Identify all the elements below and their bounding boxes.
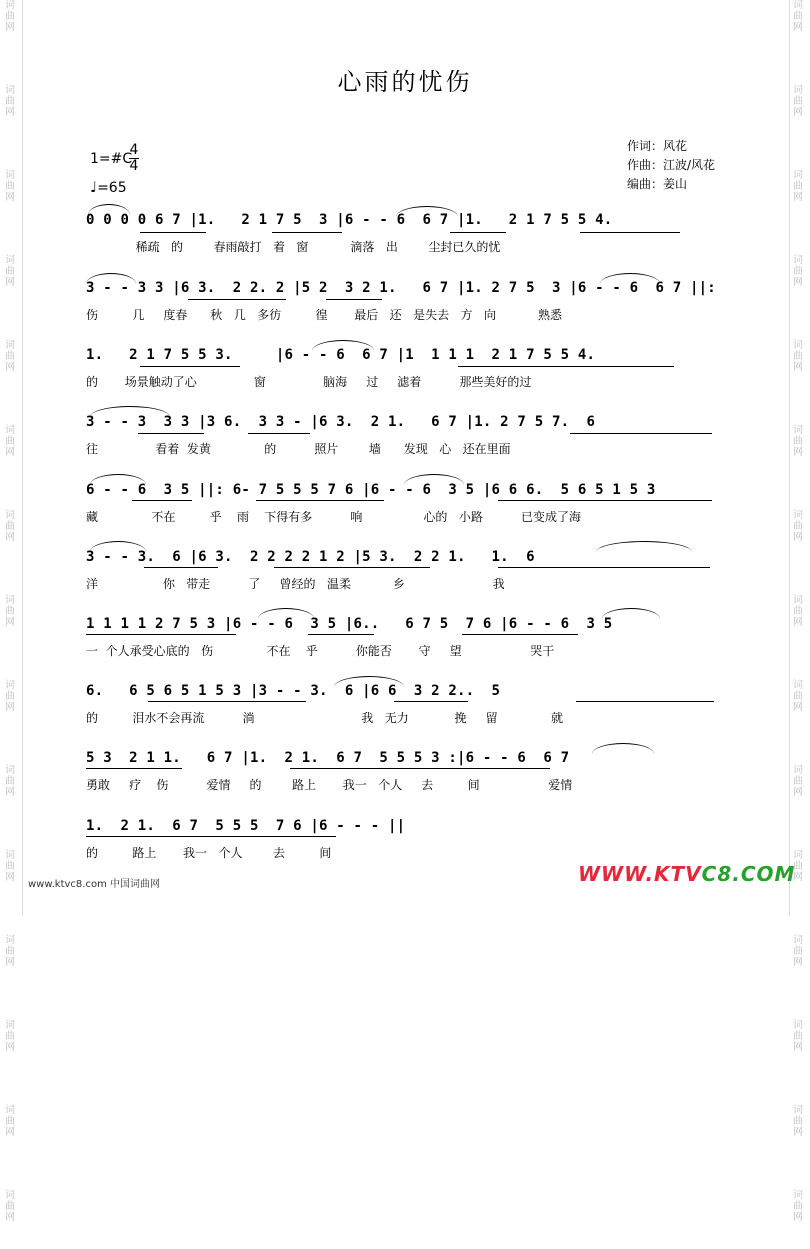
song-title: 心雨的忧伤 bbox=[337, 68, 473, 96]
watermark-glyph: 词 bbox=[793, 0, 803, 11]
lyric-line: 往 看着 发黄 的 照片 墙 发现 心 还在里面 bbox=[86, 442, 511, 456]
watermark-glyph: 曲 bbox=[5, 521, 15, 532]
beam-line bbox=[148, 701, 306, 702]
watermark-glyph: 网 bbox=[793, 447, 803, 458]
notation-line: 5 3 2 1 1. 6 7 |1. 2 1. 6 7 5 5 5 3 :|6 - - 6 6 7 bbox=[86, 750, 570, 766]
beam-line bbox=[274, 567, 430, 568]
beam-line bbox=[248, 433, 310, 434]
watermark-glyph: 词 bbox=[5, 935, 15, 946]
watermark-glyph: 曲 bbox=[793, 266, 803, 277]
watermark-glyph: 曲 bbox=[5, 96, 15, 107]
watermark-glyph: 词 bbox=[5, 170, 15, 181]
watermark-glyph: 曲 bbox=[793, 1031, 803, 1042]
watermark-glyph: 词 bbox=[5, 595, 15, 606]
notation-line: 3 - - 3. 6 |6 3. 2 2 2 2 1 2 |5 3. 2 2 1. 1. 6 bbox=[86, 549, 535, 565]
watermark-glyph: 网 bbox=[5, 702, 15, 713]
time-signature bbox=[128, 143, 140, 174]
watermark-glyph: 网 bbox=[5, 1127, 15, 1138]
watermark-glyph: 网 bbox=[5, 787, 15, 798]
watermark-glyph: 曲 bbox=[5, 1116, 15, 1127]
watermark-glyph: 词 bbox=[793, 595, 803, 606]
watermark-glyph: 网 bbox=[793, 22, 803, 33]
watermark-glyph: 曲 bbox=[5, 351, 15, 362]
watermark-glyph: 网 bbox=[793, 192, 803, 203]
beam-line bbox=[140, 366, 240, 367]
watermark-gap bbox=[4, 33, 16, 59]
lyricist: 作词：风花 bbox=[627, 139, 688, 153]
watermark-glyph: 网 bbox=[5, 617, 15, 628]
notation-line: 1 1 1 1 2 7 5 3 |6 - - 6 3 5 |6.. 6 7 5 7 6 |6 - - 6 3 5 bbox=[86, 616, 613, 632]
watermark-glyph: 网 bbox=[793, 532, 803, 543]
watermark-glyph: 网 bbox=[5, 22, 15, 33]
notation-line: 3 - - 3 3 |6 3. 2 2. 2 |5 2 3 2 1. 6 7 |1. 2 7 5 3 |6 - - 6 6 7 ||: bbox=[86, 280, 716, 296]
lyric-line: 的 路上 我一 个人 去 间 bbox=[86, 846, 332, 860]
watermark-glyph: 词 bbox=[793, 85, 803, 96]
watermark-glyph: 词 bbox=[793, 1105, 803, 1116]
credits bbox=[627, 137, 715, 194]
watermark-glyph: 词 bbox=[5, 1105, 15, 1116]
watermark-glyph: 曲 bbox=[5, 776, 15, 787]
watermark-glyph: 曲 bbox=[793, 1116, 803, 1127]
watermark-glyph: 网 bbox=[5, 447, 15, 458]
watermark-glyph: 网 bbox=[793, 702, 803, 713]
watermark-glyph: 曲 bbox=[5, 946, 15, 957]
watermark-glyph: 词 bbox=[5, 0, 15, 11]
watermark-gap bbox=[792, 1053, 804, 1079]
beam-line bbox=[308, 634, 374, 635]
beam-line bbox=[272, 232, 342, 233]
watermark-gap bbox=[4, 118, 16, 144]
beam-line bbox=[144, 567, 218, 568]
watermark-glyph: 网 bbox=[5, 957, 15, 968]
notation-line: 0 0 0 0 6 7 |1. 2 1 7 5 3 |6 - - 6 6 7 |1. 2 1 7 5 5 4. bbox=[86, 212, 613, 228]
score-row bbox=[0, 280, 810, 330]
watermark-gap bbox=[792, 968, 804, 994]
logo-part-1: WWW.KTV bbox=[578, 862, 702, 886]
lyric-line: 伤 几 度春 秋 几 多彷 徨 最后 还 是失去 方 向 熟悉 bbox=[86, 308, 562, 322]
score-row bbox=[0, 347, 810, 397]
beam-line bbox=[138, 433, 204, 434]
time-signature-bottom: 4 bbox=[129, 158, 139, 174]
beam-line bbox=[86, 634, 236, 635]
tempo-value: =65 bbox=[97, 180, 127, 196]
watermark-glyph: 曲 bbox=[793, 606, 803, 617]
beam-line bbox=[188, 299, 286, 300]
watermark-glyph: 曲 bbox=[793, 521, 803, 532]
watermark-glyph: 网 bbox=[5, 277, 15, 288]
watermark-glyph: 曲 bbox=[793, 96, 803, 107]
watermark-glyph: 网 bbox=[793, 1042, 803, 1053]
score-row bbox=[0, 482, 810, 532]
lyric-line: 藏 不在 乎 雨 下得有多 响 心的 小路 已变成了海 bbox=[86, 510, 582, 524]
lyric-line: 洋 你 带走 了 曾经的 温柔 乡 我 bbox=[86, 577, 505, 591]
watermark-glyph: 词 bbox=[5, 85, 15, 96]
beam-line bbox=[498, 500, 712, 501]
score-row bbox=[0, 750, 810, 800]
watermark-gap bbox=[792, 118, 804, 144]
watermark-glyph: 网 bbox=[5, 107, 15, 118]
watermark-glyph: 词 bbox=[793, 425, 803, 436]
watermark-glyph: 网 bbox=[5, 362, 15, 373]
lyric-line: 稀疏 的 春雨敲打 着 窗 滴落 出 尘封已久的忧 bbox=[86, 240, 501, 254]
footer-site: www.ktvc8.com 中国词曲网 bbox=[28, 879, 161, 890]
watermark-glyph: 词 bbox=[5, 1020, 15, 1031]
watermark-gap bbox=[792, 1223, 804, 1249]
lyric-line: 的 场景触动了心 窗 脑海 过 滤着 那些美好的过 bbox=[86, 375, 532, 389]
notation-line: 6. 6 5 6 5 1 5 3 |3 - - 3. 6 |6 6 3 2 2.. 5 bbox=[86, 683, 501, 699]
key-signature: 1=#C bbox=[90, 151, 133, 167]
beam-line bbox=[462, 634, 578, 635]
watermark-glyph: 词 bbox=[793, 510, 803, 521]
beam-line bbox=[290, 768, 550, 769]
watermark-glyph: 词 bbox=[5, 1190, 15, 1201]
watermark-glyph: 词 bbox=[5, 850, 15, 861]
watermark-gap bbox=[4, 1223, 16, 1249]
watermark-glyph: 网 bbox=[5, 192, 15, 203]
watermark-glyph: 曲 bbox=[793, 351, 803, 362]
watermark-glyph: 曲 bbox=[793, 11, 803, 22]
watermark-glyph: 曲 bbox=[793, 776, 803, 787]
site-logo bbox=[578, 862, 795, 886]
watermark-glyph: 词 bbox=[793, 1020, 803, 1031]
watermark-glyph: 网 bbox=[793, 277, 803, 288]
watermark-glyph: 词 bbox=[5, 510, 15, 521]
watermark-glyph: 曲 bbox=[5, 266, 15, 277]
lyric-line: 一 个人承受心底的 伤 不在 乎 你能否 守 望 哭干 bbox=[86, 644, 555, 658]
beam-line bbox=[326, 299, 382, 300]
watermark-glyph: 曲 bbox=[793, 946, 803, 957]
beam-line bbox=[256, 500, 384, 501]
watermark-glyph: 网 bbox=[793, 872, 803, 883]
watermark-glyph: 词 bbox=[793, 680, 803, 691]
watermark-glyph: 曲 bbox=[5, 436, 15, 447]
score-row bbox=[0, 549, 810, 599]
score-row bbox=[0, 616, 810, 666]
beam-line bbox=[458, 366, 674, 367]
beam-line bbox=[576, 701, 714, 702]
beam-line bbox=[86, 836, 336, 837]
watermark-gap bbox=[4, 1138, 16, 1164]
notation-line: 1. 2 1. 6 7 5 5 5 7 6 |6 - - - || bbox=[86, 818, 406, 834]
beam-line bbox=[86, 768, 182, 769]
watermark-glyph: 曲 bbox=[5, 691, 15, 702]
watermark-glyph: 网 bbox=[793, 1212, 803, 1223]
beam-line bbox=[570, 433, 712, 434]
beam-line bbox=[394, 701, 468, 702]
watermark-glyph: 网 bbox=[793, 362, 803, 373]
watermark-gap bbox=[4, 1053, 16, 1079]
composer: 作曲：江波/风花 bbox=[627, 158, 716, 172]
watermark-glyph: 词 bbox=[5, 765, 15, 776]
score-row bbox=[0, 212, 810, 262]
tempo-marking bbox=[90, 178, 127, 196]
watermark-glyph: 词 bbox=[793, 255, 803, 266]
score-row bbox=[0, 683, 810, 733]
watermark-glyph: 网 bbox=[793, 107, 803, 118]
watermark-gap bbox=[792, 1138, 804, 1164]
lyric-line: 勇敢 疗 伤 爱情 的 路上 我一 个人 去 间 爱情 bbox=[86, 778, 573, 792]
watermark-glyph: 词 bbox=[793, 170, 803, 181]
watermark-gap bbox=[792, 33, 804, 59]
watermark-gap bbox=[792, 883, 804, 909]
lyric-line: 的 泪水不会再流 淌 我 无力 挽 留 就 bbox=[86, 711, 563, 725]
watermark-glyph: 词 bbox=[5, 680, 15, 691]
beam-line bbox=[580, 232, 680, 233]
watermark-gap bbox=[4, 968, 16, 994]
watermark-glyph: 网 bbox=[793, 1127, 803, 1138]
arranger: 编曲：姜山 bbox=[627, 177, 688, 191]
watermark-glyph: 网 bbox=[793, 787, 803, 798]
watermark-glyph: 词 bbox=[793, 765, 803, 776]
watermark-glyph: 词 bbox=[5, 255, 15, 266]
watermark-glyph: 曲 bbox=[793, 181, 803, 192]
logo-part-2: C8.COM bbox=[701, 862, 796, 886]
watermark-glyph: 曲 bbox=[793, 1201, 803, 1212]
score-row bbox=[0, 818, 810, 868]
quarter-note-icon: ♩ bbox=[90, 178, 98, 196]
watermark-glyph: 词 bbox=[793, 1190, 803, 1201]
notation-line: 3 - - 3 3 3 |3 6. 3 3 - |6 3. 2 1. 6 7 |1. 2 7 5 7. 6 bbox=[86, 414, 596, 430]
watermark-glyph: 曲 bbox=[5, 11, 15, 22]
watermark-glyph: 曲 bbox=[5, 181, 15, 192]
watermark-glyph: 曲 bbox=[5, 861, 15, 872]
watermark-glyph: 网 bbox=[793, 957, 803, 968]
watermark-glyph: 网 bbox=[5, 532, 15, 543]
watermark-glyph: 曲 bbox=[5, 1201, 15, 1212]
watermark-glyph: 曲 bbox=[5, 1031, 15, 1042]
watermark-glyph: 网 bbox=[5, 872, 15, 883]
watermark-glyph: 词 bbox=[793, 935, 803, 946]
watermark-gap bbox=[4, 883, 16, 909]
watermark-glyph: 词 bbox=[5, 425, 15, 436]
watermark-glyph: 曲 bbox=[793, 691, 803, 702]
watermark-glyph: 词 bbox=[793, 850, 803, 861]
watermark-glyph: 网 bbox=[5, 1212, 15, 1223]
watermark-glyph: 曲 bbox=[5, 606, 15, 617]
time-signature-top: 4 bbox=[129, 142, 139, 158]
beam-line bbox=[140, 232, 206, 233]
watermark-glyph: 网 bbox=[5, 1042, 15, 1053]
beam-line bbox=[498, 567, 710, 568]
watermark-glyph: 词 bbox=[793, 340, 803, 351]
beam-line bbox=[132, 500, 192, 501]
beam-line bbox=[450, 232, 506, 233]
score-row bbox=[0, 414, 810, 464]
watermark-glyph: 网 bbox=[793, 617, 803, 628]
watermark-glyph: 词 bbox=[5, 340, 15, 351]
notation-line: 1. 2 1 7 5 5 3. |6 - - 6 6 7 |1 1 1 1 2 1 7 5 5 4. bbox=[86, 347, 596, 363]
watermark-glyph: 曲 bbox=[793, 436, 803, 447]
watermark-glyph: 曲 bbox=[793, 861, 803, 872]
notation-line: 6 - - 6 3 5 ||: 6- 7 5 5 5 7 6 |6 - - 6 3 5 |6 6 6. 5 6 5 1 5 3 bbox=[86, 482, 656, 498]
